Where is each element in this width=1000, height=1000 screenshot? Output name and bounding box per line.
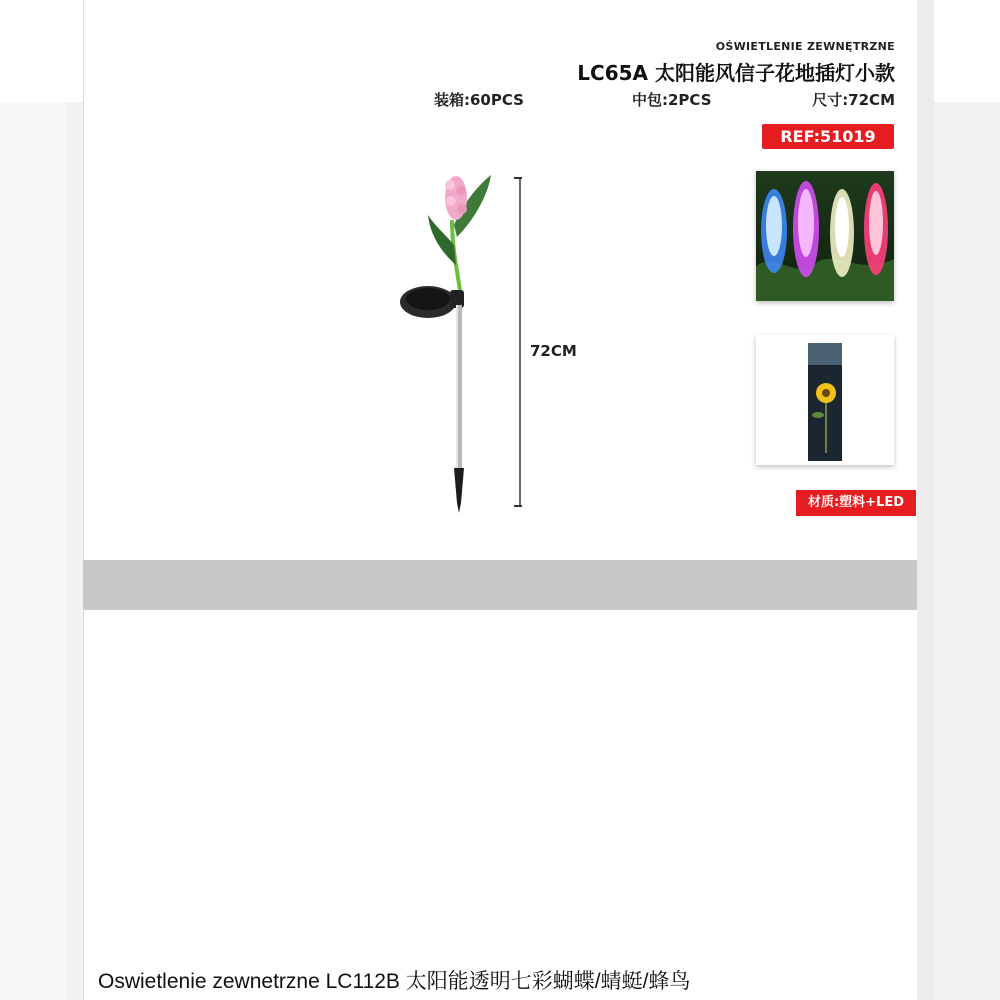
product-title: LC65A 太阳能风信子花地插灯小款 [577,61,895,85]
next-product-caption: Oswietlenie zewnetrzne LC112B 太阳能透明七彩蝴蝶/蜻蜓/蜂鸟 [98,970,691,993]
catalog-page [83,0,918,1000]
spec-size: 尺寸:72CM [812,91,895,109]
spec-carton: 装箱:60PCS [434,91,524,109]
left-gutter [0,102,66,1000]
product-image[interactable] [390,165,500,515]
dimension-bracket [514,177,523,507]
section-divider [83,560,917,610]
product-category: OŚWIETLENIE ZEWNĘTRZNE [715,40,895,53]
spec-middle-pack: 中包:2PCS [632,91,712,109]
dimension-label: 72CM [530,342,577,360]
ref-badge: REF:51019 [762,124,894,149]
lit-lamps-image [756,171,894,301]
packaging-image [756,335,894,465]
material-badge: 材质:塑料+LED [796,490,916,516]
thumbnail-lit-lamps[interactable] [756,171,894,301]
scrollbar-track[interactable] [917,0,934,1000]
thumbnail-packaging[interactable] [756,335,894,465]
